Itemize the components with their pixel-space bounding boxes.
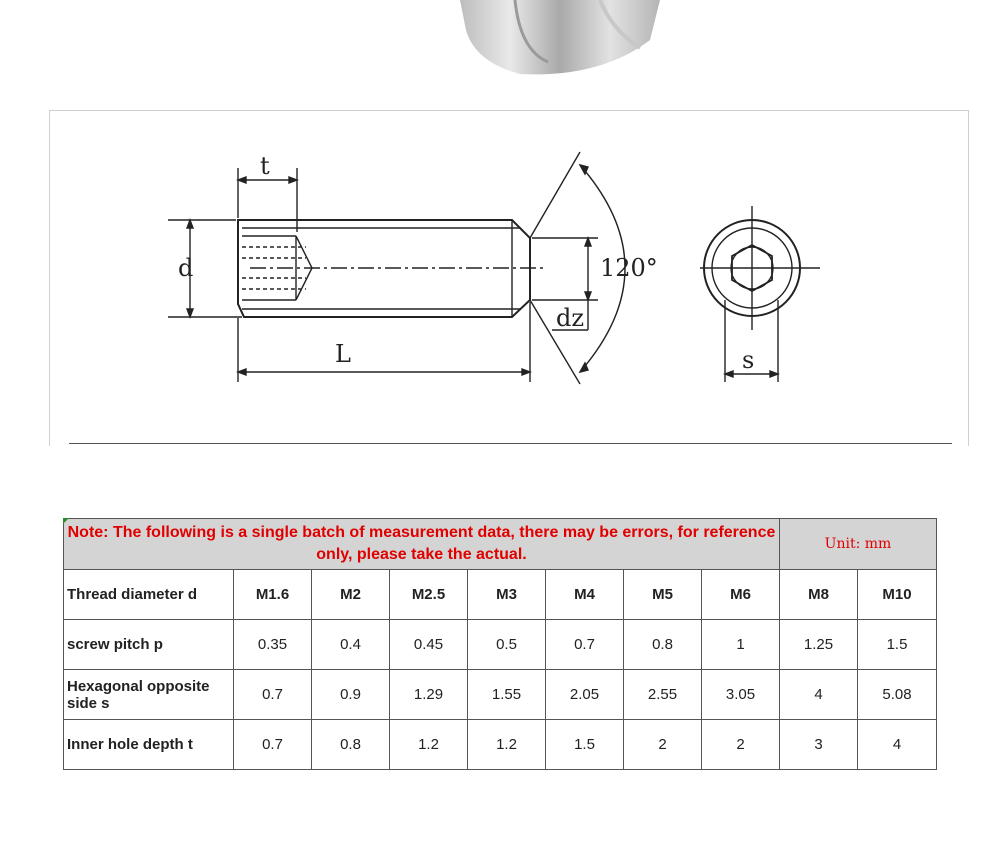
value-cell: 0.9 (312, 670, 390, 720)
value-cell: 0.8 (624, 620, 702, 670)
table-row (64, 720, 937, 770)
value-cell: 2.05 (546, 670, 624, 720)
screw-side-view (238, 220, 545, 317)
size-cell: M6 (702, 570, 780, 620)
value-cell: 3.05 (702, 670, 780, 720)
value-cell: 5.08 (858, 670, 937, 720)
value-cell: 0.45 (390, 620, 468, 670)
label-t: t (260, 152, 270, 180)
value-cell: 2 (624, 720, 702, 770)
value-cell: 0.7 (546, 620, 624, 670)
size-cell: M10 (858, 570, 937, 620)
row-label: screw pitch p (64, 620, 234, 670)
table-row (64, 620, 937, 670)
spec-table (63, 518, 937, 770)
value-cell: 3 (780, 720, 858, 770)
size-cell: M1.6 (234, 570, 312, 620)
cell-marker (63, 518, 69, 524)
label-dz: dz (556, 304, 585, 332)
value-cell: 1.29 (390, 670, 468, 720)
size-cell: M2 (312, 570, 390, 620)
header-label: Thread diameter d (64, 570, 234, 620)
value-cell: 0.35 (234, 620, 312, 670)
value-cell: 4 (858, 720, 937, 770)
value-cell: 0.4 (312, 620, 390, 670)
label-L: L (335, 340, 351, 368)
size-cell: M8 (780, 570, 858, 620)
value-cell: 1.2 (390, 720, 468, 770)
unit-label: Unit: mm (780, 519, 937, 570)
value-cell: 1.25 (780, 620, 858, 670)
size-cell: M3 (468, 570, 546, 620)
value-cell: 0.5 (468, 620, 546, 670)
value-cell: 1 (702, 620, 780, 670)
value-cell: 2.55 (624, 670, 702, 720)
value-cell: 0.7 (234, 720, 312, 770)
value-cell: 0.8 (312, 720, 390, 770)
value-cell: 1.2 (468, 720, 546, 770)
divider-line (69, 443, 952, 444)
value-cell: 2 (702, 720, 780, 770)
label-d: d (178, 254, 194, 282)
dimension-L (238, 302, 530, 382)
size-cell: M4 (546, 570, 624, 620)
label-s: s (742, 346, 755, 374)
value-cell: 0.7 (234, 670, 312, 720)
row-label: Hexagonal opposite side s (64, 670, 234, 720)
table-row (64, 670, 937, 720)
screw-end-view (700, 206, 820, 382)
row-label: Inner hole depth t (64, 720, 234, 770)
note-text: Note: The following is a single batch of measurement data, there may be errors, for reference only, please take the actual. (64, 519, 780, 570)
size-cell: M5 (624, 570, 702, 620)
value-cell: 1.5 (546, 720, 624, 770)
size-cell: M2.5 (390, 570, 468, 620)
value-cell: 4 (780, 670, 858, 720)
value-cell: 1.5 (858, 620, 937, 670)
value-cell: 1.55 (468, 670, 546, 720)
label-angle: 120° (600, 254, 658, 282)
